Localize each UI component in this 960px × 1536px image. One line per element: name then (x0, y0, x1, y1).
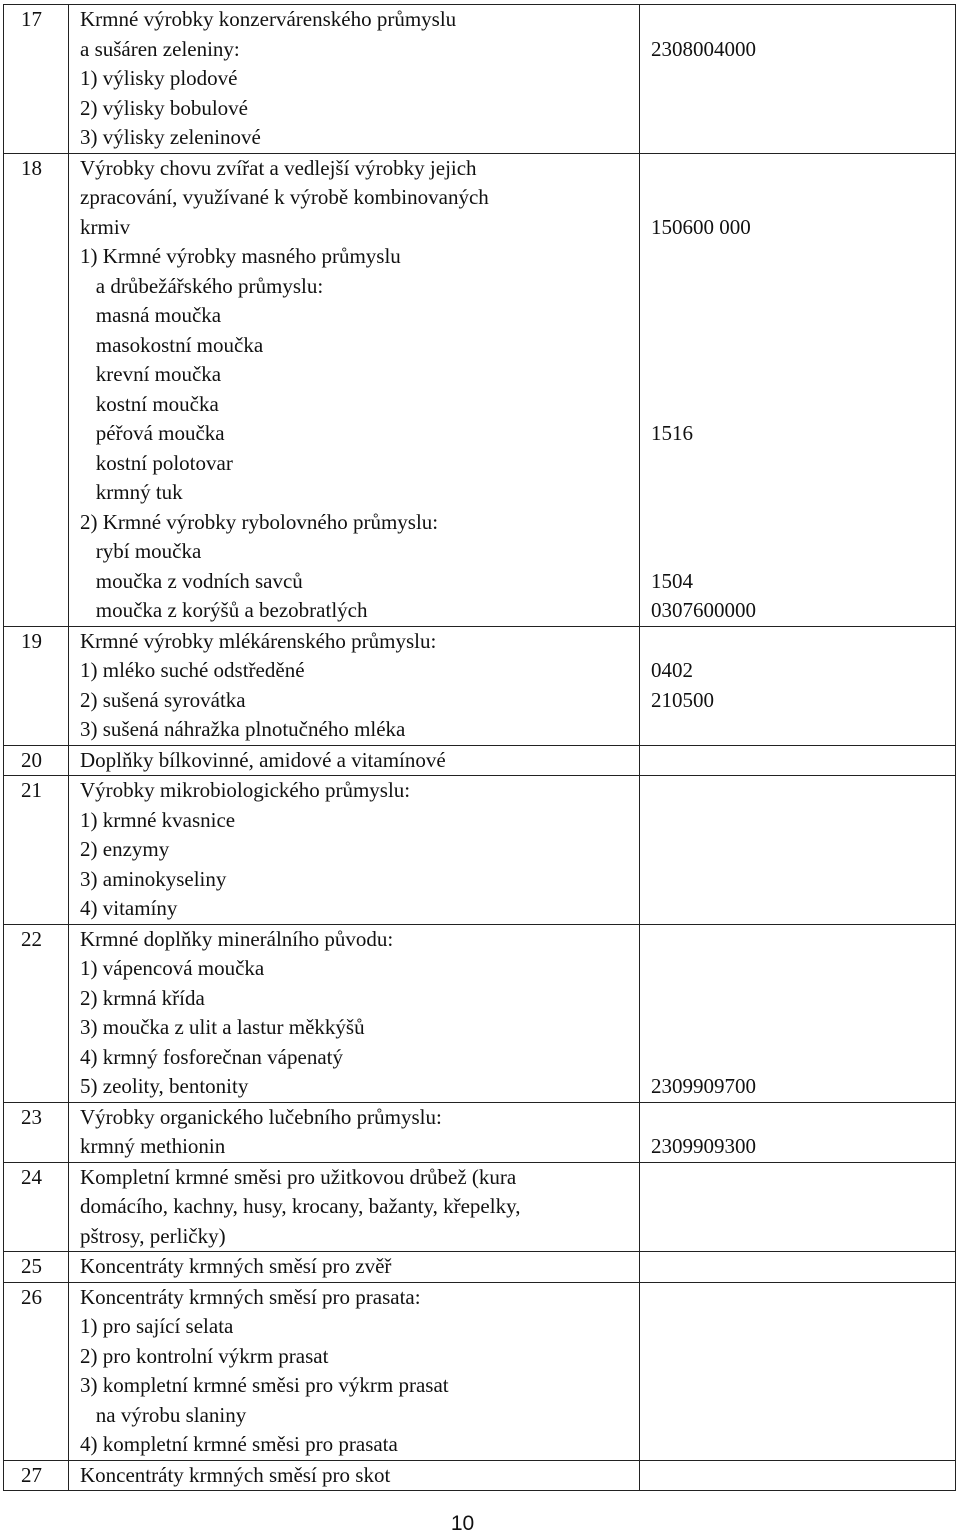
row-number-cell (4, 1460, 69, 1491)
description-line: Kompletní krmné směsi pro užitkovou drůbež (kura (80, 1164, 517, 1189)
description-line: Výrobky organického lučebního průmyslu: (80, 1104, 442, 1129)
description-cell (69, 1460, 640, 1491)
tariff-code (651, 1401, 955, 1431)
description-line: Koncentráty krmných směsí pro prasata: (80, 1284, 421, 1309)
description-line: 2) výlisky bobulové (80, 95, 248, 120)
tariff-code (651, 537, 955, 567)
code-cell (640, 1162, 956, 1252)
description-line: 2) krmná křída (80, 985, 205, 1010)
row-number-cell (4, 1252, 69, 1283)
tariff-code (651, 715, 955, 745)
tariff-code (651, 835, 955, 865)
table-row (4, 924, 956, 1102)
tariff-code (651, 183, 955, 213)
description-line: krevní moučka (80, 362, 222, 386)
description-line: 1) krmné kvasnice (80, 807, 236, 832)
tariff-code (651, 1043, 955, 1073)
description-cell (69, 1252, 640, 1283)
table-row (4, 1102, 956, 1162)
code-cell (640, 1102, 956, 1162)
row-number-cell (4, 776, 69, 925)
table-row (4, 1460, 956, 1491)
tariff-code (651, 449, 955, 479)
row-number: 27 (21, 1462, 42, 1487)
description-cell (69, 626, 640, 745)
tariff-code (651, 746, 955, 776)
description-cell (69, 1162, 640, 1252)
tariff-code (651, 865, 955, 895)
code-cell (640, 1282, 956, 1460)
description-line: 4) vitamíny (80, 896, 178, 920)
tariff-code (651, 1371, 955, 1401)
description-line: 1) vápencová moučka (80, 956, 265, 980)
code-cell (640, 745, 956, 776)
description-line: Koncentráty krmných směsí pro skot (80, 1462, 391, 1487)
description-line: 1) mléko suché odstředěné (80, 658, 305, 682)
description-line: domácího, kachny, husy, krocany, bažanty, křepelky, (80, 1194, 521, 1218)
table-row (4, 1252, 956, 1283)
tariff-code (651, 1461, 955, 1491)
tariff-code: 1516 (651, 421, 693, 445)
tariff-code (651, 64, 955, 94)
tariff-code: 2309909300 (651, 1134, 756, 1158)
description-line: 3) sušená náhražka plnotučného mléka (80, 717, 406, 741)
tariff-code (651, 331, 955, 361)
tariff-code (651, 1103, 955, 1133)
tariff-code (651, 1163, 955, 1193)
tariff-code (651, 390, 955, 420)
tariff-code: 1504 (651, 568, 693, 593)
feed-products-table (3, 4, 956, 1491)
description-line: 5) zeolity, bentonity (80, 1074, 249, 1098)
tariff-code (651, 478, 955, 508)
code-cell (640, 776, 956, 925)
tariff-code: 2308004000 (651, 36, 756, 61)
description-line: Krmné doplňky minerálního původu: (80, 926, 394, 951)
tariff-code (651, 1013, 955, 1043)
description-line: krmný tuk (80, 480, 183, 504)
description-line: 2) pro kontrolní výkrm prasat (80, 1343, 329, 1368)
description-line: 2) Krmné výrobky rybolovného průmyslu: (80, 509, 439, 534)
tariff-code (651, 508, 955, 538)
description-cell (69, 153, 640, 626)
tariff-code (651, 1342, 955, 1372)
row-number-cell (4, 745, 69, 776)
description-line: Koncentráty krmných směsí pro zvěř (80, 1254, 392, 1278)
table-row (4, 626, 956, 745)
description-line: 3) kompletní krmné směsi pro výkrm prasat (80, 1373, 449, 1397)
tariff-code (651, 154, 955, 184)
row-number: 18 (21, 155, 42, 180)
row-number: 17 (21, 7, 42, 31)
description-line: pštrosy, perličky) (80, 1223, 226, 1248)
description-line: rybí moučka (80, 539, 202, 563)
description-line: masokostní moučka (80, 332, 264, 357)
row-number: 19 (21, 628, 42, 653)
page-number: 10 (450, 1512, 475, 1535)
table-row (4, 5, 956, 154)
code-cell (640, 924, 956, 1102)
tariff-code (651, 301, 955, 331)
description-line: moučka z korýšů a bezobratlých (80, 598, 368, 622)
row-number-cell (4, 924, 69, 1102)
description-line: 2) enzymy (80, 837, 170, 861)
description-line: 1) Krmné výrobky masného průmyslu (80, 244, 401, 268)
code-cell (640, 5, 956, 154)
tariff-code (651, 984, 955, 1014)
description-line: krmiv (80, 214, 131, 239)
code-cell (640, 1460, 956, 1491)
description-cell (69, 745, 640, 776)
row-number-cell (4, 1282, 69, 1460)
description-line: Výrobky mikrobiologického průmyslu: (80, 778, 411, 802)
description-line: krmný methionin (80, 1134, 226, 1158)
row-number: 21 (21, 778, 42, 802)
tariff-code: 2309909700 (651, 1074, 756, 1098)
tariff-code (651, 1430, 955, 1460)
table-body (4, 5, 956, 1491)
description-line: 3) aminokyseliny (80, 866, 227, 891)
table-row (4, 153, 956, 626)
code-cell (640, 1252, 956, 1283)
row-number-cell (4, 626, 69, 745)
tariff-code (651, 776, 955, 806)
description-cell (69, 1282, 640, 1460)
description-line: Krmné výrobky konzervárenského průmyslu (80, 7, 457, 31)
description-cell (69, 1102, 640, 1162)
description-cell (69, 5, 640, 154)
tariff-code (651, 272, 955, 302)
tariff-code (651, 360, 955, 390)
tariff-code (651, 806, 955, 836)
tariff-code (651, 894, 955, 924)
description-line: na výrobu slaniny (80, 1402, 247, 1427)
row-number-cell (4, 1102, 69, 1162)
description-line: 4) krmný fosforečnan vápenatý (80, 1044, 343, 1069)
row-number: 22 (21, 926, 42, 951)
tariff-code (651, 954, 955, 984)
description-cell (69, 924, 640, 1102)
description-line: 1) pro sající selata (80, 1314, 234, 1338)
description-line: a drůbežářského průmyslu: (80, 273, 324, 298)
table-row (4, 1282, 956, 1460)
description-line: 3) výlisky zeleninové (80, 125, 261, 149)
description-line: péřová moučka (80, 421, 225, 445)
tariff-code (651, 627, 955, 657)
description-line: 4) kompletní krmné směsi pro prasata (80, 1432, 398, 1456)
row-number: 20 (21, 747, 42, 772)
tariff-code (651, 1252, 955, 1282)
code-cell (640, 153, 956, 626)
description-line: 3) moučka z ulit a lastur měkkýšů (80, 1015, 365, 1039)
description-line: Výrobky chovu zvířat a vedlejší výrobky jejich (80, 155, 477, 180)
tariff-code (651, 1312, 955, 1342)
tariff-code (651, 242, 955, 272)
tariff-code: 210500 (651, 687, 714, 712)
tariff-code (651, 123, 955, 153)
row-number-cell (4, 1162, 69, 1252)
description-line: 2) sušená syrovátka (80, 687, 246, 712)
tariff-code (651, 1283, 955, 1313)
description-line: kostní moučka (80, 391, 219, 416)
row-number-cell (4, 153, 69, 626)
description-line: zpracování, využívané k výrobě kombinovaných (80, 185, 489, 209)
description-cell (69, 776, 640, 925)
description-line: 1) výlisky plodové (80, 66, 238, 90)
description-line: Krmné výrobky mlékárenského průmyslu: (80, 628, 437, 653)
tariff-code (651, 925, 955, 955)
row-number: 26 (21, 1284, 42, 1309)
tariff-code: 0402 (651, 658, 693, 682)
description-line: a sušáren zeleniny: (80, 36, 240, 61)
row-number-cell (4, 5, 69, 154)
description-line: Doplňky bílkovinné, amidové a vitamínové (80, 747, 446, 772)
row-number: 25 (21, 1254, 42, 1278)
tariff-code: 0307600000 (651, 598, 756, 622)
code-cell (640, 626, 956, 745)
description-line: kostní polotovar (80, 450, 233, 475)
tariff-code (651, 5, 955, 35)
tariff-code (651, 1222, 955, 1252)
table-row (4, 1162, 956, 1252)
description-line: moučka z vodních savců (80, 568, 303, 593)
description-line: masná moučka (80, 303, 222, 327)
row-number: 24 (21, 1164, 42, 1189)
tariff-code (651, 1192, 955, 1222)
table-row (4, 745, 956, 776)
table-row (4, 776, 956, 925)
tariff-code: 150600 000 (651, 214, 751, 239)
row-number: 23 (21, 1104, 42, 1129)
tariff-code (651, 94, 955, 124)
